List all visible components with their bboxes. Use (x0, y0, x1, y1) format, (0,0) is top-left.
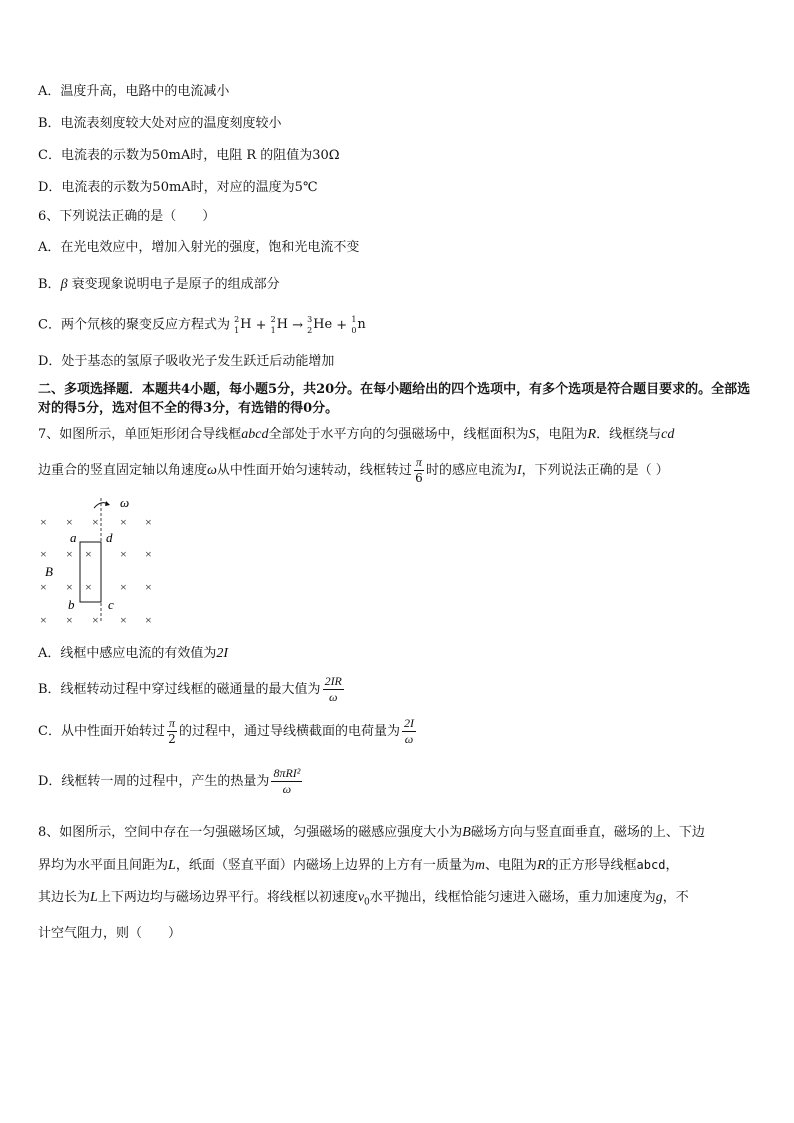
q7-stem-line2: 边重合的竖直固定轴以角速度ω从中性面开始匀速转动，线框转过 $\frac{\pi}{6}$ 时的感应电流为I，下列说法正确的是（ ） (38, 455, 669, 485)
svg-text:×: × (66, 547, 73, 561)
svg-text:×: × (145, 580, 152, 594)
label-a: a (70, 530, 77, 545)
q5-option-a: A．温度升高，电路中的电流减小 (38, 84, 230, 99)
svg-text:×: × (85, 580, 92, 594)
beta-symbol: β (60, 277, 68, 292)
svg-text:×: × (120, 547, 127, 561)
svg-text:×: × (66, 580, 73, 594)
svg-text:×: × (120, 613, 127, 627)
label-d: d (106, 530, 113, 545)
svg-text:×: × (85, 547, 92, 561)
q6-option-d: D．处于基态的氢原子吸收光子发生跃迁后动能增加 (38, 354, 335, 369)
svg-text:×: × (145, 613, 152, 627)
flux-max-fraction: $\frac{2IR}{\omega}$ (324, 674, 342, 704)
section-2-heading: 二、多项选择题．本题共4小题，每小题5分，共20分。在每小题给出的四个选项中，有多个选项是符合题目要求的。全部选对的得5分，选对但不全的得3分，有选错的得0分。 (38, 382, 751, 416)
q6-option-a: A．在光电效应中，增加入射光的强度，饱和光电流不变 (38, 240, 360, 255)
field-crosses (40, 515, 152, 627)
svg-text:×: × (145, 515, 152, 529)
label-B: B (45, 564, 53, 579)
svg-text:×: × (66, 613, 73, 627)
q6-option-c: C．两个氘核的聚变反应方程式为 2 1 H + 2 1 H → 3 2 He + 1 0 n (38, 315, 366, 335)
svg-text:×: × (40, 547, 47, 561)
label-c: c (108, 597, 114, 612)
pi-over-2: $\frac{\pi}{2}$ (168, 716, 176, 746)
svg-text:×: × (145, 547, 152, 561)
label-b: b (68, 597, 75, 612)
svg-text:×: × (40, 515, 47, 529)
q8-line3: 其边长为L上下两边均与磁场边界平行。将线框以初速度$v_0$水平抛出，线框恰能匀速进入磁场，重力加速度为g，不 (38, 890, 689, 908)
svg-text:×: × (66, 515, 73, 529)
charge-fraction: $\frac{2I}{\omega}$ (403, 716, 414, 746)
svg-text:×: × (120, 580, 127, 594)
q7-option-c: C．从中性面开始转过 $\frac{\pi}{2}$ 的过程中，通过导线横截面的电荷量为 $\frac{2I}{\omega}$ (38, 716, 414, 746)
q7-option-d: D．线框转一周的过程中，产生的热量为 $\frac{\text{8πRI²}}{\omega}$ (38, 766, 301, 796)
q5-option-d: D．电流表的示数为50mA时，对应的温度为5℃ (38, 180, 318, 195)
q6-stem: 6、下列说法正确的是（ ） (38, 209, 216, 224)
q7-option-b: B．线框转动过程中穿过线框的磁通量的最大值为 $\frac{2IR}{\omega}$ (38, 674, 342, 704)
heat-fraction: $\frac{\text{8πRI²}}{\omega}$ (273, 766, 301, 796)
svg-text:×: × (40, 613, 47, 627)
omega-label: ω (120, 495, 130, 510)
q8-line4: 计空气阻力，则（ ） (38, 926, 182, 941)
pi-over-6: $\frac{\pi}{6}$ (415, 455, 423, 485)
q7-option-a: A．线框中感应电流的有效值为2I (38, 646, 229, 661)
svg-text:×: × (92, 613, 99, 627)
svg-text:×: × (40, 580, 47, 594)
q8-line1: 8、如图所示，空间中存在一匀强磁场区域，匀强磁场的磁感应强度大小为B磁场方向与竖直面垂直，磁场的上、下边 (38, 825, 705, 840)
svg-text:×: × (92, 515, 99, 529)
svg-text:×: × (120, 515, 127, 529)
q5-option-c: C．电流表的示数为50mA时，电阻 R 的阻值为30Ω (38, 148, 340, 163)
q7-figure (36, 494, 166, 630)
fusion-equation: 2 1 H + 2 1 H → 3 2 He + 1 0 n (234, 315, 366, 335)
q6-option-b: B．β 衰变现象说明电子是原子的组成部分 (38, 277, 280, 292)
q5-option-b: B．电流表刻度较大处对应的温度刻度较小 (38, 116, 282, 131)
q8-line2: 界均为水平面且间距为L，纸面（竖直平面）内磁场上边界的上方有一质量为m、电阻为R的正方形导线框abcd， (38, 858, 679, 873)
q7-stem-line1: 7、如图所示，单匝矩形闭合导线框abcd全部处于水平方向的匀强磁场中，线框面积为S，电阻为R．线框绕与cd (38, 427, 675, 442)
